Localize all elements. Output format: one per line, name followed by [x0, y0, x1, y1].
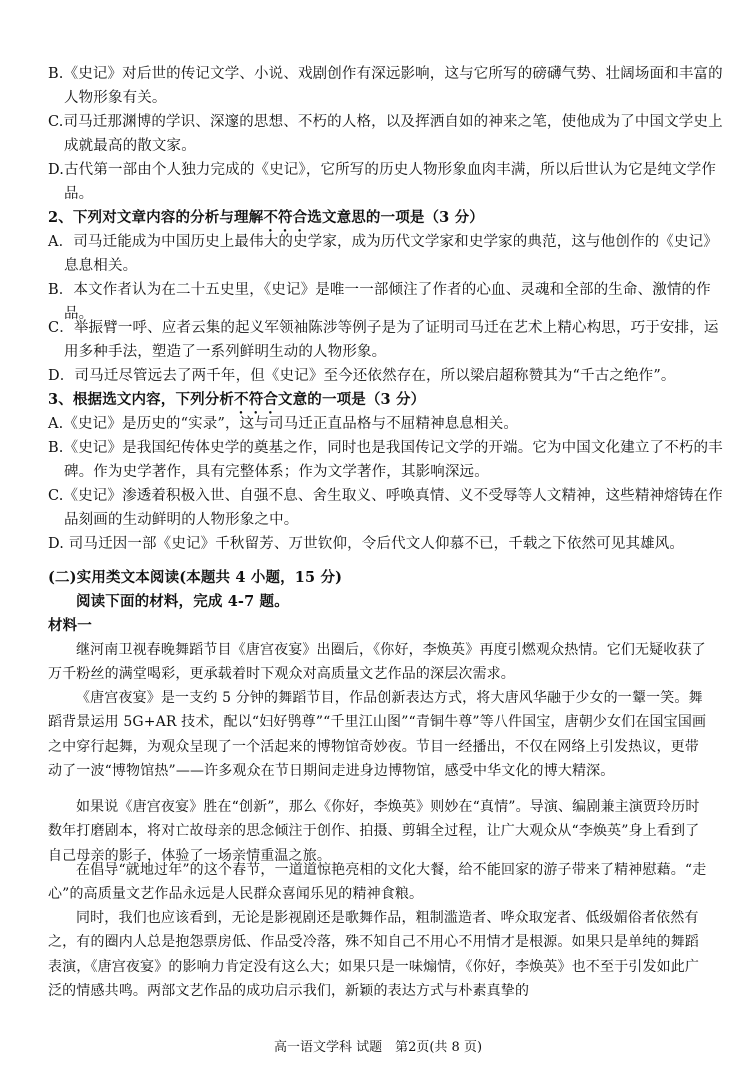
q3-post: 文意的一项是（3 分） — [278, 391, 426, 408]
q3-pre: 3、根据选文内容，下列分析 — [48, 391, 235, 408]
q2-option-c: C．举振臂一呼、应者云集的起义军领袖陈涉等例子是为了证明司马迁在艺术上精心构思，巧于安排，运用多种手法，塑造了一系列鲜明生动的人物形象。 — [48, 320, 719, 360]
q2-option-a: A．司马迁能成为中国历史上最伟大的史学家，成为历代文学家和史学家的典范，这与他创作的《史记》息息相关。 — [48, 234, 718, 274]
q3-option-b: B.《史记》是我国纪传体史学的奠基之作，同时也是我国传记文学的开端。它为中国文化建立了不朽的丰碑。作为史学著作，具有完整体系；作为文学著作，其影响深远。 — [48, 440, 723, 480]
section-title: (二)实用类文本阅读(本题共 4 小题，15 分) — [48, 569, 343, 586]
q2-pre: 2、下列对文章内容的分析与理解 — [48, 209, 264, 226]
option-c-block1: C.司马迁那渊博的学识、深邃的思想、不朽的人格，以及挥洒自如的神来之笔，使他成为了中国文学史上成就最高的散文家。 — [48, 114, 723, 154]
option-b-block1: B.《史记》对后世的传记文学、小说、戏剧创作有深远影响，这与它所写的磅礴气势、壮阔场面和丰富的人物形象有关。 — [48, 66, 723, 106]
material1-paragraph-2: 《唐宫夜宴》是一支约 5 分钟的舞蹈节目，作品创新表达方式，将大唐风华融于少女的一颦一笑。舞蹈背景运用 5G+AR 技术，配以“妇好鸮尊”“千里江山图”“青铜牛尊”等八件国宝，唐朝少女们在国宝国画之中穿行起舞，为观众呈现了一个活起来的博物馆奇妙夜。节目一经播出，不仅在网络上引发热议，更带动了一波“博物馆热”——许多观众在节日期间走进身边博物馆，感受中华文化的博大精深。 — [48, 690, 707, 779]
q2-emphasis: 不符合 — [263, 209, 308, 226]
q3-option-a: A.《史记》是历史的“实录”，这与司马迁正直品格与不屈精神息息相关。 — [48, 416, 519, 432]
page-footer: 高一语文学科 试题 第2页(共 8 页) — [273, 1040, 483, 1055]
q2-option-b: B．本文作者认为在二十五史里，《史记》是唯一一部倾注了作者的心血、灵魂和全部的生命、激情的作品。 — [48, 282, 711, 322]
material-label: 材料一 — [48, 617, 92, 634]
q3-option-d: D. 司马迁因一部《史记》千秋留芳、万世钦仰，令后代文人仰慕不已，千载之下依然可见其雄风。 — [48, 536, 685, 552]
section-instruction: 阅读下面的材料，完成 4-7 题。 — [76, 593, 289, 610]
q2-post: 选文意思的一项是（3 分） — [307, 209, 484, 226]
material1-paragraph-3: 如果说《唐宫夜宴》胜在“创新”，那么《你好，李焕英》则妙在“真情”。导演、编剧兼主演贾玲历时数年打磨剧本，将对亡故母亲的思念倾注于创作、拍摄、剪辑全过程，让广大观众从“李焕英”身上看到了自己母亲的影子，体验了一场亲情重温之旅。 — [48, 799, 700, 864]
material1-paragraph-1: 继河南卫视春晚舞蹈节目《唐宫夜宴》出圈后，《你好，李焕英》再度引燃观众热情。它们无疑收获了万千粉丝的满堂喝彩，更承载着时下观众对高质量文艺作品的深层次需求。 — [48, 642, 706, 683]
q2-option-d: D．司马迁尽管远去了两千年，但《史记》至今还依然存在，所以梁启超称赞其为“千古之绝作”。 — [48, 368, 676, 384]
q3-option-c: C.《史记》渗透着积极入世、自强不息、舍生取义、呼唤真情、义不受辱等人文精神，这些精神熔铸在作品刻画的生动鲜明的人物形象之中。 — [48, 488, 723, 528]
q3-emphasis: 不符合 — [234, 391, 278, 408]
material1-paragraph-5: 同时，我们也应该看到，无论是影视剧还是歌舞作品，粗制滥造者、哗众取宠者、低级媚俗者依然有之，有的圈内人总是抱怨票房低、作品受冷落，殊不知自己不用心不用情才是根源。如果只是单纯的舞蹈表演，《唐宫夜宴》的影响力肯定没有这么大；如果只是一味煽情，《你好，李焕英》也不至于引发如此广泛的情感共鸣。两部文艺作品的成功启示我们，新颖的表达方式与朴素真挚的 — [48, 910, 700, 999]
material1-paragraph-4: 在倡导“就地过年”的这个春节，一道道惊艳亮相的文化大餐，给不能回家的游子带来了精神慰藉。“走心”的高质量文艺作品永远是人民群众喜闻乐见的精神食粮。 — [48, 862, 707, 903]
option-d-block1: D.古代第一部由个人独力完成的《史记》，它所写的历史人物形象血肉丰满，所以后世认为它是纯文学作品。 — [48, 162, 717, 202]
